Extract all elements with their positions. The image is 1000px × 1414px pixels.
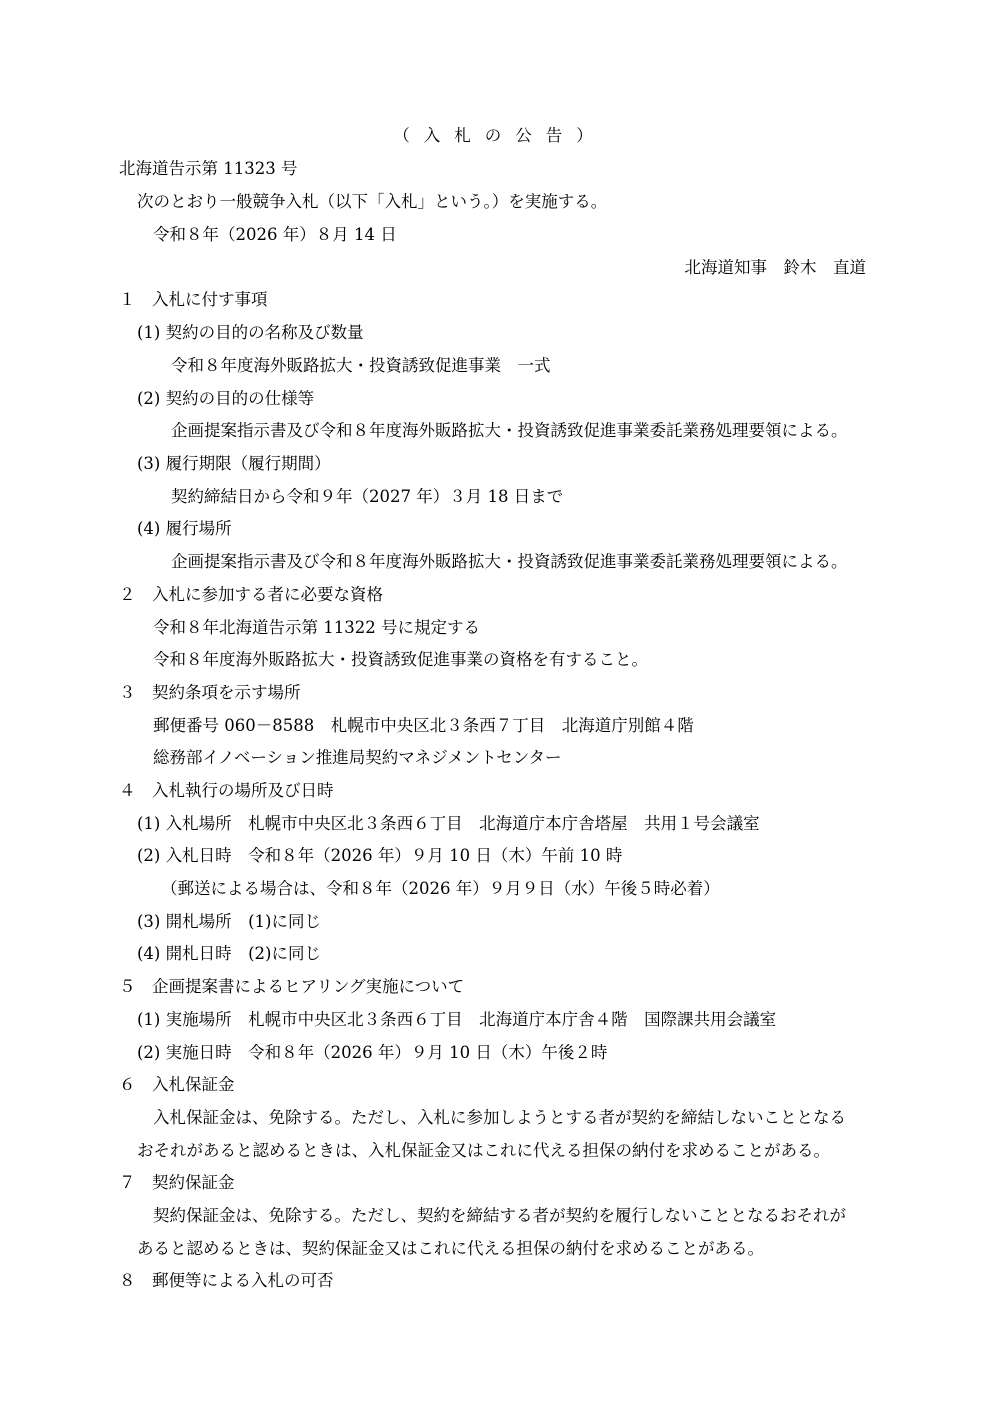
section-4-item-2-note: （郵送による場合は、令和８年（2026 年）９月９日（水）午後５時必着） [161,879,720,898]
section-7-line-2: あると認めるときは、契約保証金又はこれに代える担保の納付を求めることがある。 [137,1239,764,1258]
section-6-line-1: 入札保証金は、免除する。ただし、入札に参加しようとする者が契約を締結しないこととなる [153,1108,846,1127]
section-1-item-3-label: (3) 履行期限（履行期間） [137,454,331,473]
section-2-line-1: 令和８年北海道告示第 11322 号に規定する [153,618,480,637]
intro-text: 次のとおり一般競争入札（以下「入札」という。）を実施する。 [137,192,608,211]
section-1-item-3-text: 契約締結日から令和９年（2027 年）３月 18 日まで [171,487,564,506]
section-2-line-2: 令和８年度海外販路拡大・投資誘致促進事業の資格を有すること。 [153,650,648,669]
section-1-item-4-label: (4) 履行場所 [137,519,232,538]
section-5-item-2: (2) 実施日時 令和８年（2026 年）９月 10 日（木）午後２時 [137,1043,608,1062]
section-3-heading: ３ 契約条項を示す場所 [119,683,301,702]
section-1-item-2-text: 企画提案指示書及び令和８年度海外販路拡大・投資誘致促進事業委託業務処理要領による。 [171,421,848,440]
section-6-heading: ６ 入札保証金 [119,1075,235,1094]
section-2-heading: ２ 入札に参加する者に必要な資格 [119,585,383,604]
section-7-heading: ７ 契約保証金 [119,1173,235,1192]
section-5-heading: ５ 企画提案書によるヒアリング実施について [119,977,465,996]
section-6-line-2: おそれがあると認めるときは、入札保証金又はこれに代える担保の納付を求めることがある。 [137,1141,830,1160]
section-1-item-1-text: 令和８年度海外販路拡大・投資誘致促進事業 一式 [171,356,551,375]
issuer-name: 北海道知事 鈴木 直道 [684,258,866,277]
notice-number: 北海道告示第 11323 号 [119,159,298,178]
notice-date: 令和８年（2026 年）８月 14 日 [153,225,397,244]
section-5-item-1: (1) 実施場所 札幌市中央区北３条西６丁目 北海道庁本庁舎４階 国際課共用会議室 [137,1010,777,1029]
section-1-item-2-label: (2) 契約の目的の仕様等 [137,389,315,408]
section-3-line-2: 総務部イノベーション推進局契約マネジメントセンター [153,748,562,767]
section-1-item-1-label: (1) 契約の目的の名称及び数量 [137,323,364,342]
section-3-line-1: 郵便番号 060－8588 札幌市中央区北３条西７丁目 北海道庁別館４階 [153,716,694,735]
section-4-item-3: (3) 開札場所 (1)に同じ [137,912,321,931]
section-8-heading: ８ 郵便等による入札の可否 [119,1271,334,1290]
section-1-item-4-text: 企画提案指示書及び令和８年度海外販路拡大・投資誘致促進事業委託業務処理要領による。 [171,552,848,571]
section-4-heading: ４ 入札執行の場所及び日時 [119,781,334,800]
section-4-item-4: (4) 開札日時 (2)に同じ [137,944,321,963]
section-4-item-2: (2) 入札日時 令和８年（2026 年）９月 10 日（木）午前 10 時 [137,846,623,865]
document-title: （入札の公告） [393,126,607,145]
section-7-line-1: 契約保証金は、免除する。ただし、契約を締結する者が契約を履行しないこととなるおそれが [153,1206,846,1225]
section-4-item-1: (1) 入札場所 札幌市中央区北３条西６丁目 北海道庁本庁舎塔屋 共用１号会議室 [137,814,760,833]
section-1-heading: １ 入札に付す事項 [119,290,268,309]
